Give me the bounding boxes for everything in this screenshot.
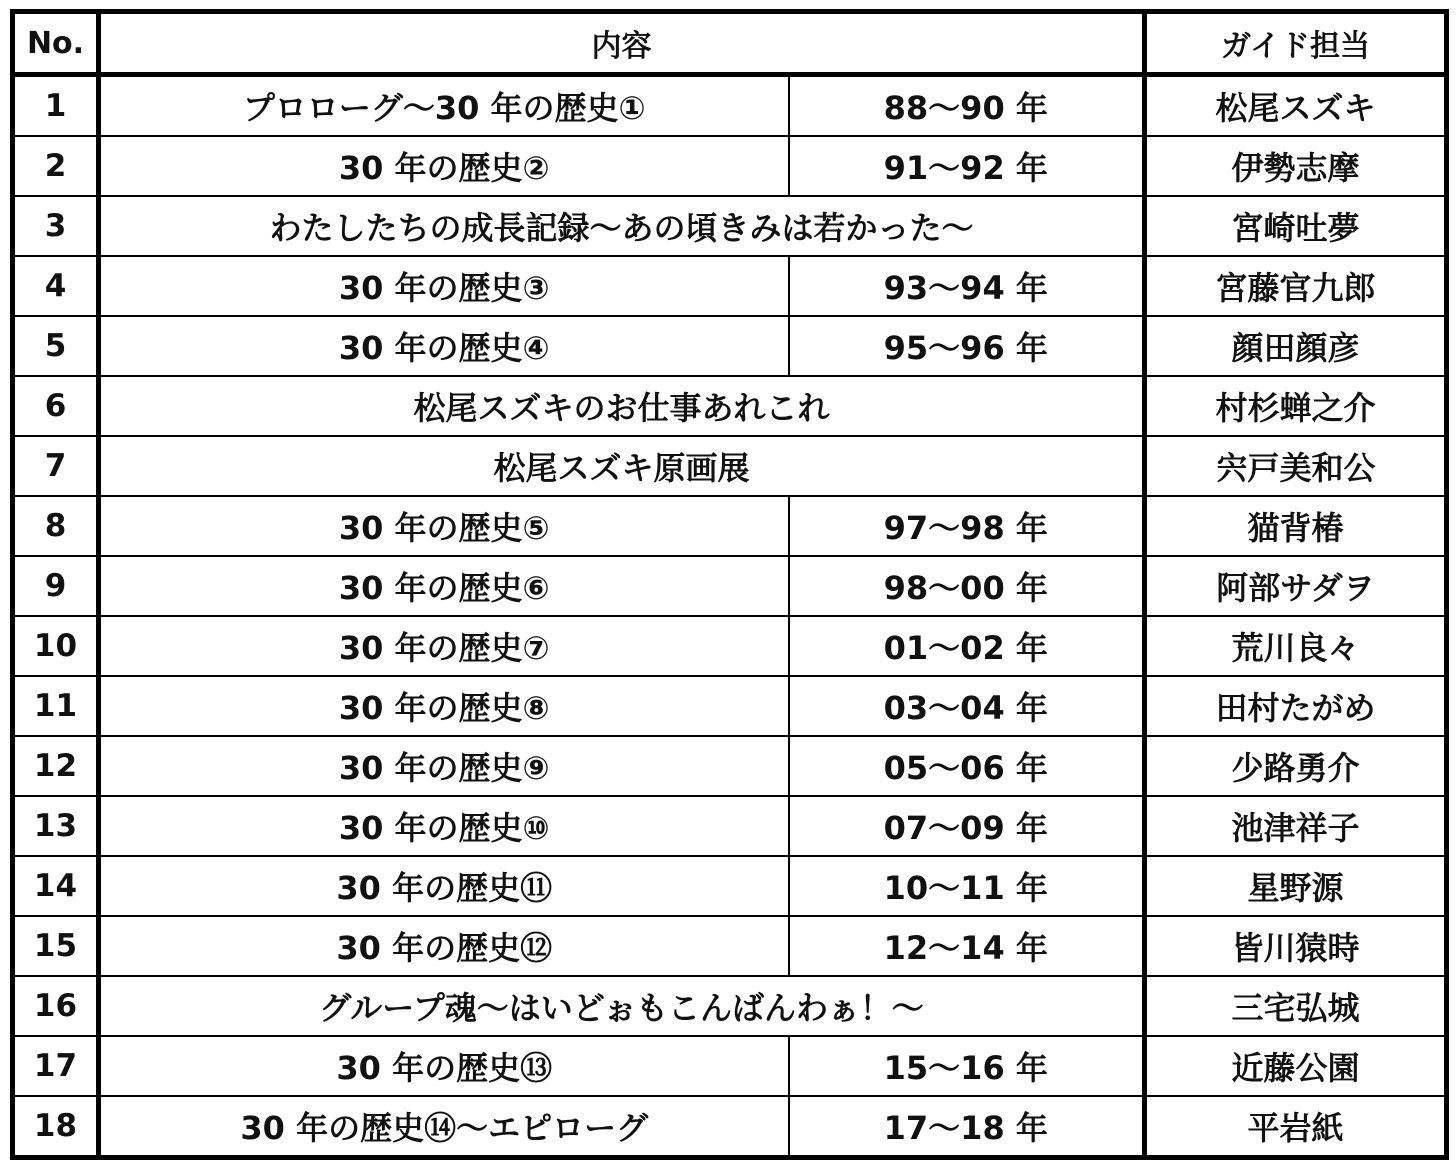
row-number: 12 (13, 736, 99, 796)
table-row (13, 856, 1447, 916)
row-years: 01～02 年 (789, 616, 1145, 676)
row-guide: 宮崎吐夢 (1145, 196, 1447, 256)
table-row (13, 75, 1447, 137)
table-row (13, 196, 1447, 256)
table-row (13, 376, 1447, 436)
table-row (13, 736, 1447, 796)
row-title: 30 年の歴史③ (99, 256, 789, 316)
row-number: 14 (13, 856, 99, 916)
row-title: グループ魂～はいどぉもこんばんわぁ！～ (99, 976, 1145, 1036)
row-title: プロローグ～30 年の歴史① (99, 75, 789, 137)
row-guide: 宍戸美和公 (1145, 436, 1447, 496)
table-row (13, 1096, 1447, 1158)
row-guide: 顔田顔彦 (1145, 316, 1447, 376)
table-row (13, 256, 1447, 316)
table-row (13, 796, 1447, 856)
row-guide: 近藤公園 (1145, 1036, 1447, 1096)
row-guide: 松尾スズキ (1145, 75, 1447, 137)
row-guide: 阿部サダヲ (1145, 556, 1447, 616)
row-years: 17～18 年 (789, 1096, 1145, 1158)
row-title: 松尾スズキ原画展 (99, 436, 1145, 496)
row-title: 30 年の歴史⑨ (99, 736, 789, 796)
row-guide: 皆川猿時 (1145, 916, 1447, 976)
row-years: 91～92 年 (789, 136, 1145, 196)
table-row (13, 1036, 1447, 1096)
row-number: 13 (13, 796, 99, 856)
row-title: 30 年の歴史⑫ (99, 916, 789, 976)
row-number: 11 (13, 676, 99, 736)
row-title: 30 年の歴史⑩ (99, 796, 789, 856)
row-years: 97～98 年 (789, 496, 1145, 556)
row-number: 17 (13, 1036, 99, 1096)
row-number: 16 (13, 976, 99, 1036)
header-row (13, 12, 1447, 75)
row-title: 30 年の歴史⑬ (99, 1036, 789, 1096)
row-guide: 伊勢志摩 (1145, 136, 1447, 196)
table-row (13, 136, 1447, 196)
row-number: 8 (13, 496, 99, 556)
row-guide: 宮藤官九郎 (1145, 256, 1447, 316)
schedule-table (10, 9, 1449, 1160)
row-guide: 猫背椿 (1145, 496, 1447, 556)
table-row (13, 436, 1447, 496)
row-title: 30 年の歴史⑦ (99, 616, 789, 676)
row-years: 03～04 年 (789, 676, 1145, 736)
row-number: 3 (13, 196, 99, 256)
header-guide: ガイド担当 (1145, 12, 1447, 75)
row-number: 15 (13, 916, 99, 976)
row-number: 6 (13, 376, 99, 436)
table-row (13, 916, 1447, 976)
row-number: 4 (13, 256, 99, 316)
row-years: 05～06 年 (789, 736, 1145, 796)
row-number: 9 (13, 556, 99, 616)
row-guide: 荒川良々 (1145, 616, 1447, 676)
header-content: 内容 (99, 12, 1145, 75)
table-row (13, 316, 1447, 376)
row-years: 12～14 年 (789, 916, 1145, 976)
row-guide: 少路勇介 (1145, 736, 1447, 796)
table-body (13, 75, 1447, 1158)
table-row (13, 976, 1447, 1036)
row-title: 30 年の歴史④ (99, 316, 789, 376)
row-title: 松尾スズキのお仕事あれこれ (99, 376, 1145, 436)
row-number: 5 (13, 316, 99, 376)
row-number: 2 (13, 136, 99, 196)
row-guide: 三宅弘城 (1145, 976, 1447, 1036)
table-row (13, 676, 1447, 736)
row-number: 1 (13, 75, 99, 137)
row-years: 93～94 年 (789, 256, 1145, 316)
table-row (13, 556, 1447, 616)
row-years: 10～11 年 (789, 856, 1145, 916)
row-title: 30 年の歴史② (99, 136, 789, 196)
row-title: わたしたちの成長記録～あの頃きみは若かった～ (99, 196, 1145, 256)
row-guide: 池津祥子 (1145, 796, 1447, 856)
guide-schedule (10, 9, 1444, 1160)
row-title: 30 年の歴史⑭～エピローグ (99, 1096, 789, 1158)
row-guide: 平岩紙 (1145, 1096, 1447, 1158)
row-years: 95～96 年 (789, 316, 1145, 376)
row-title: 30 年の歴史⑥ (99, 556, 789, 616)
row-number: 18 (13, 1096, 99, 1158)
row-title: 30 年の歴史⑤ (99, 496, 789, 556)
row-years: 15～16 年 (789, 1036, 1145, 1096)
row-number: 10 (13, 616, 99, 676)
table-row (13, 616, 1447, 676)
row-title: 30 年の歴史⑪ (99, 856, 789, 916)
row-guide: 星野源 (1145, 856, 1447, 916)
row-years: 88～90 年 (789, 75, 1145, 137)
table-row (13, 496, 1447, 556)
row-years: 98～00 年 (789, 556, 1145, 616)
row-guide: 田村たがめ (1145, 676, 1447, 736)
row-number: 7 (13, 436, 99, 496)
row-guide: 村杉蝉之介 (1145, 376, 1447, 436)
header-no: No. (13, 12, 99, 75)
row-years: 07～09 年 (789, 796, 1145, 856)
row-title: 30 年の歴史⑧ (99, 676, 789, 736)
